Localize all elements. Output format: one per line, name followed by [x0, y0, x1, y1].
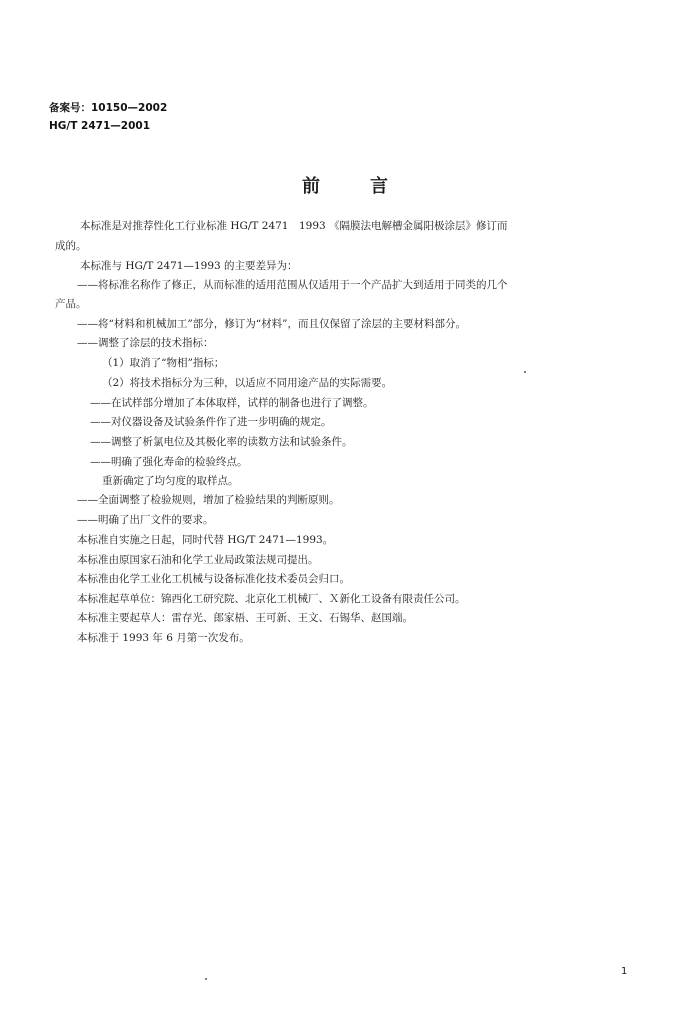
- body-line: ——将“材料和机械加工”部分，修订为“材料”，而且仅保留了涂层的主要材料部分。: [77, 318, 466, 330]
- document-header: [49, 99, 167, 135]
- body-line: 本标准由化学工业化工机械与设备标准化技术委员会归口。: [77, 573, 350, 585]
- body-line: ——在试样部分增加了本体取样，试样的制备也进行了调整。: [90, 397, 374, 409]
- body-line: ——明确了出厂文件的要求。: [77, 514, 214, 526]
- scan-speck: [205, 978, 207, 980]
- body-line: 本标准主要起草人：雷存光、郎家梧、王可新、王文、石锡华、赵国端。: [77, 612, 413, 624]
- body-line: ——明确了强化寿命的检验终点。: [90, 456, 248, 468]
- body-line: 产品。: [55, 298, 87, 310]
- record-number: 备案号：10150—2002: [49, 102, 168, 114]
- body-line: 重新确定了均匀度的取样点。: [102, 475, 239, 487]
- body-line: 本标准与 HG/T 2471—1993 的主要差异为：: [80, 260, 298, 272]
- page-title: [0, 172, 692, 198]
- body-line: ——调整了涂层的技术指标：: [77, 337, 214, 349]
- body-line: （2）将技术指标分为三种，以适应不同用途产品的实际需要。: [102, 377, 393, 389]
- page-number: 1: [621, 966, 628, 977]
- body-line: 本标准是对推荐性化工行业标准 HG/T 2471 1993 《隔膜法电解槽金属阳极涂层》修订而: [80, 220, 508, 232]
- body-line: ——全面调整了检验规则，增加了检验结果的判断原则。: [77, 494, 340, 506]
- body-line: 本标准自实施之日起，同时代替 HG/T 2471—1993。: [77, 534, 334, 546]
- body-line: ——对仪器设备及试验条件作了进一步明确的规定。: [90, 416, 332, 428]
- body-line: 本标准于 1993 年 6 月第一次发布。: [77, 632, 250, 644]
- body-line: ——将标准名称作了修正，从而标准的适用范围从仅适用于一个产品扩大到适用于同类的几个: [77, 279, 508, 291]
- body-line: （1）取消了“物相”指标；: [102, 357, 225, 369]
- body-line: 本标准起草单位：锦西化工研究院、北京化工机械厂、Ｘ新化工设备有限责任公司。: [77, 593, 466, 605]
- body-line: 本标准由原国家石油和化学工业局政策法规司提出。: [77, 554, 319, 566]
- body-line: 成的。: [55, 240, 87, 252]
- title-char-1: 前: [302, 176, 322, 197]
- title-char-2: 言: [370, 176, 390, 197]
- scan-speck: [524, 371, 526, 373]
- standard-number: HG/T 2471—2001: [49, 120, 151, 132]
- body-line: ——调整了析氯电位及其极化率的读数方法和试验条件。: [90, 436, 353, 448]
